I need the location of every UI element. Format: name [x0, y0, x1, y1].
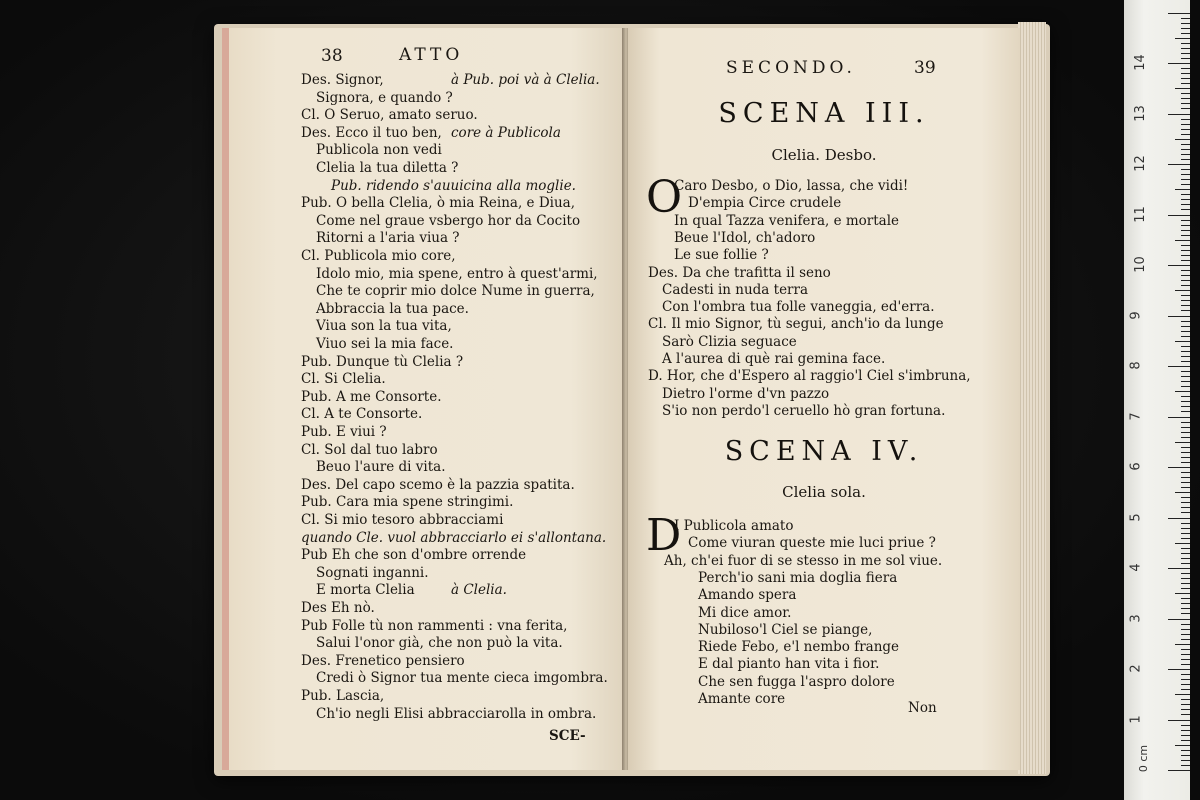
left-text-line: Cl. A te Consorte.	[301, 406, 423, 423]
scene-3-text-line: Des. Da che trafitta il seno	[648, 264, 831, 281]
ruler-tick	[1181, 639, 1190, 640]
left-text-line: Pub. O bella Clelia, ò mia Reina, e Diua,	[301, 195, 576, 212]
ruler-label: 13	[1132, 104, 1148, 122]
ruler-tick	[1181, 427, 1190, 428]
left-text-line: Pub. Cara mia spene stringimi.	[301, 494, 514, 511]
ruler-tick	[1181, 103, 1190, 104]
ruler-tick	[1181, 169, 1190, 170]
left-text-line: Publicola non vedi	[316, 142, 442, 159]
ruler-label: 12	[1132, 155, 1148, 172]
ruler-tick	[1181, 760, 1190, 761]
left-text-line: Sognati inganni.	[316, 564, 429, 581]
ruler-tick	[1181, 300, 1190, 301]
ruler-tick	[1181, 83, 1190, 84]
stage-direction: à Pub. poi và à Clelia.	[451, 72, 600, 88]
ruler-label: 4	[1128, 563, 1144, 572]
ruler-tick	[1181, 194, 1190, 195]
left-text-line: Abbraccia la tua pace.	[316, 300, 469, 317]
ruler-tick	[1181, 482, 1190, 483]
ruler-tick	[1181, 250, 1190, 251]
ruler-tick	[1181, 684, 1190, 685]
ruler-tick	[1181, 654, 1190, 655]
ruler-tick	[1181, 730, 1190, 731]
ruler-tick	[1181, 285, 1190, 286]
ruler-tick	[1181, 624, 1190, 625]
ruler-tick	[1181, 154, 1190, 155]
left-text-line: Pub. Lascia,	[301, 688, 385, 704]
ruler-tick	[1181, 512, 1190, 513]
ruler-tick	[1181, 558, 1190, 559]
left-text-line: Des. Ecco il tuo ben,	[301, 124, 442, 141]
scene-4-text-line: Amando spera	[698, 587, 797, 604]
ruler-tick	[1181, 351, 1190, 352]
page-number-left: 38	[321, 46, 343, 66]
ruler-tick	[1168, 366, 1190, 367]
ruler-tick	[1175, 341, 1190, 342]
ruler-tick	[1181, 129, 1190, 130]
ruler-tick	[1168, 316, 1190, 317]
ruler-tick	[1181, 361, 1190, 362]
ruler-tick	[1181, 533, 1190, 534]
scene-3-dropcap: O	[646, 172, 683, 223]
left-text-line: Viua son la tua vita,	[316, 318, 452, 335]
ruler-tick	[1181, 326, 1190, 327]
ruler-tick	[1181, 674, 1190, 675]
ruler-tick	[1168, 265, 1190, 266]
ruler-tick	[1181, 144, 1190, 145]
ruler-tick	[1168, 568, 1190, 569]
scene-3-text-line: D'empia Circe crudele	[688, 195, 842, 212]
left-text-line: Idolo mio, mia spene, entro à quest'armi,	[316, 265, 598, 282]
left-text-line: Beuo l'aure di vita.	[316, 459, 446, 476]
ruler-tick	[1181, 401, 1190, 402]
running-head-right: SECONDO.	[726, 58, 856, 78]
scene-4-text-line: Ah, ch'ei fuor di se stesso in me sol viue.	[664, 552, 943, 569]
ruler-tick	[1181, 381, 1190, 382]
ruler-label: 14	[1132, 54, 1148, 71]
ruler-tick	[1181, 108, 1190, 109]
ruler-label: 9	[1128, 310, 1144, 320]
ruler-tick	[1181, 629, 1190, 630]
ruler-tick	[1175, 593, 1190, 594]
ruler-tick	[1181, 255, 1190, 256]
ruler-tick	[1181, 709, 1190, 710]
ruler-tick	[1181, 23, 1190, 24]
ruler-tick	[1181, 124, 1190, 125]
scene-3-text-line: Le sue follie ?	[674, 247, 769, 264]
ruler-tick	[1181, 659, 1190, 660]
ruler-tick	[1168, 619, 1190, 620]
left-text-line: Des Eh nò.	[301, 600, 375, 616]
ruler-tick	[1168, 114, 1190, 115]
ruler-tick	[1175, 492, 1190, 493]
ruler-tick	[1168, 13, 1190, 14]
ruler-tick	[1181, 477, 1190, 478]
left-text-line: Ritorni a l'aria viua ?	[316, 230, 460, 247]
scene-3-characters: Clelia. Desbo.	[771, 146, 877, 164]
ruler-tick	[1181, 235, 1190, 236]
ruler-tick	[1181, 765, 1190, 766]
ruler-tick	[1181, 260, 1190, 261]
ruler-tick	[1181, 204, 1190, 205]
ruler-tick	[1181, 356, 1190, 357]
right-page	[628, 28, 1020, 770]
left-text-line: Pub. E viui ?	[301, 424, 387, 440]
ruler-tick	[1181, 613, 1190, 614]
ruler-tick	[1181, 406, 1190, 407]
scene-3-text-line: A l'aurea di què rai gemina face.	[662, 351, 886, 367]
ruler-tick	[1181, 321, 1190, 322]
left-text-line: Come nel graue vsbergo hor da Cocito	[316, 212, 581, 229]
ruler-tick	[1181, 563, 1190, 564]
ruler-tick	[1181, 755, 1190, 756]
ruler-tick	[1181, 528, 1190, 529]
left-text-line: Salui l'onor già, che non può la vita.	[316, 635, 563, 652]
ruler-tick	[1181, 679, 1190, 680]
ruler-tick	[1181, 149, 1190, 150]
ruler-tick	[1181, 386, 1190, 387]
scene-4-dropcap: D	[646, 510, 682, 561]
scene-4-text-line: Riede Febo, e'l nembo frange	[698, 639, 900, 656]
ruler-tick	[1168, 417, 1190, 418]
ruler-tick	[1181, 199, 1190, 200]
ruler-tick	[1181, 523, 1190, 524]
scene-4-text-line: E dal pianto han vita i fior.	[698, 656, 880, 673]
ruler-tick	[1168, 63, 1190, 64]
book-fore-edge	[1018, 22, 1046, 774]
ruler-tick	[1175, 391, 1190, 392]
ruler-tick	[1181, 28, 1190, 29]
left-text-line: Des. Del capo scemo è la pazzia spatita.	[301, 476, 575, 493]
ruler-label: 10	[1132, 256, 1148, 273]
ruler-label: 2	[1128, 664, 1144, 673]
scene-3-text-line: Con l'ombra tua folle vaneggia, ed'erra.	[662, 299, 935, 316]
ruler-tick	[1175, 139, 1190, 140]
ruler-tick	[1168, 770, 1190, 771]
left-text-line: Des. Frenetico pensiero	[301, 652, 465, 669]
ruler-tick	[1181, 230, 1190, 231]
scene-4-title: SCENA IV.	[724, 436, 924, 467]
ruler-tick	[1175, 745, 1190, 746]
ruler-tick	[1181, 598, 1190, 599]
left-text-line: Des. Signor,	[301, 72, 384, 88]
ruler-tick	[1181, 73, 1190, 74]
ruler-tick	[1181, 583, 1190, 584]
ruler-tick	[1181, 346, 1190, 347]
scene-4-text-line: I Publicola amato	[674, 518, 794, 534]
left-text-line: Pub. Dunque tù Clelia ?	[301, 353, 464, 370]
ruler-tick	[1181, 33, 1190, 34]
ruler-tick	[1181, 159, 1190, 160]
ruler-tick	[1181, 280, 1190, 281]
ruler-tick	[1175, 88, 1190, 89]
scene-3-text-line: Dietro l'orme d'vn pazzo	[662, 385, 830, 402]
ruler-tick	[1175, 442, 1190, 443]
scene-3-text-line: Sarò Clizia seguace	[662, 333, 797, 350]
ruler-tick	[1175, 240, 1190, 241]
ruler-tick	[1181, 78, 1190, 79]
ruler-unit: 0 cm	[1137, 744, 1151, 773]
ruler-tick	[1181, 457, 1190, 458]
scene-3-text-line: D. Hor, che d'Espero al raggio'l Ciel s'imbruna,	[648, 368, 971, 385]
left-text-line: Viuo sei la mia face.	[316, 336, 454, 352]
left-text-line: Ch'io negli Elisi abbracciarolla in ombra.	[316, 705, 597, 722]
ruler-tick	[1181, 225, 1190, 226]
scene-3-text-line: Cadesti in nuda terra	[662, 281, 809, 298]
ruler-label: 6	[1128, 462, 1144, 471]
scene-4-characters: Clelia sola.	[782, 483, 866, 501]
ruler-tick	[1181, 184, 1190, 185]
ruler-tick	[1181, 295, 1190, 296]
stage-direction: à Clelia.	[451, 582, 507, 599]
ruler-tick	[1181, 422, 1190, 423]
ruler-tick	[1181, 336, 1190, 337]
scene-4-text-line: Come viuran queste mie luci priue ?	[688, 535, 936, 552]
scene-4-text-line: Amante core	[698, 691, 786, 707]
left-text-line: Cl. Sol dal tuo labro	[301, 441, 438, 458]
left-text-line: Signora, e quando ?	[316, 89, 453, 106]
measuring-ruler	[1124, 0, 1190, 800]
ruler-label: 3	[1128, 613, 1144, 623]
ruler-tick	[1181, 134, 1190, 135]
scene-3-title: SCENA III.	[718, 98, 930, 129]
ruler-tick	[1168, 215, 1190, 216]
ruler-tick	[1181, 548, 1190, 549]
ruler-tick	[1181, 331, 1190, 332]
ruler-tick	[1168, 720, 1190, 721]
ruler-tick	[1181, 649, 1190, 650]
left-text-line: Pub Eh che son d'ombre orrende	[301, 547, 527, 564]
ruler-tick	[1181, 209, 1190, 210]
ruler-tick	[1181, 432, 1190, 433]
ruler-tick	[1181, 18, 1190, 19]
ruler-tick	[1181, 53, 1190, 54]
ruler-tick	[1181, 603, 1190, 604]
scene-4-text-line: Perch'io sani mia doglia fiera	[698, 569, 898, 586]
catchword-right: Non	[908, 700, 937, 716]
ruler-tick	[1181, 220, 1190, 221]
ruler-tick	[1181, 58, 1190, 59]
ruler-tick	[1181, 553, 1190, 554]
left-text-line: Pub. A me Consorte.	[301, 388, 442, 405]
ruler-tick	[1181, 578, 1190, 579]
left-text-line: Cl. O Seruo, amato seruo.	[301, 107, 478, 124]
ruler-tick	[1181, 174, 1190, 175]
ruler-tick	[1175, 644, 1190, 645]
ruler-tick	[1181, 699, 1190, 700]
ruler-tick	[1181, 98, 1190, 99]
ruler-tick	[1181, 750, 1190, 751]
ruler-tick	[1181, 740, 1190, 741]
running-head-left: ATTO	[399, 45, 464, 65]
ruler-tick	[1175, 38, 1190, 39]
ruler-tick	[1168, 467, 1190, 468]
ruler-label: 5	[1128, 512, 1144, 522]
ruler-tick	[1181, 305, 1190, 306]
ruler-tick	[1181, 735, 1190, 736]
scene-3-text-line: Cl. Il mio Signor, tù segui, anch'io da lunge	[648, 316, 944, 333]
ruler-tick	[1181, 447, 1190, 448]
ruler-tick	[1181, 497, 1190, 498]
ruler-tick	[1181, 371, 1190, 372]
scene-4-text-line: Mi dice amor.	[698, 604, 792, 621]
stage-direction: core à Publicola	[451, 124, 561, 141]
scene-3-text-line: Beue l'Idol, ch'adoro	[674, 229, 816, 246]
ruler-tick	[1168, 518, 1190, 519]
ruler-tick	[1181, 689, 1190, 690]
ruler-tick	[1181, 376, 1190, 377]
ruler-tick	[1181, 68, 1190, 69]
ruler-tick	[1181, 704, 1190, 705]
left-text-line: Clelia la tua diletta ?	[316, 160, 459, 176]
ruler-tick	[1181, 43, 1190, 44]
ruler-tick	[1181, 462, 1190, 463]
ruler-tick	[1181, 437, 1190, 438]
left-text-line: Che te coprir mio dolce Nume in guerra,	[316, 283, 595, 300]
ruler-tick	[1181, 573, 1190, 574]
ruler-tick	[1181, 664, 1190, 665]
ruler-tick	[1181, 93, 1190, 94]
left-text-line: E morta Clelia	[316, 582, 415, 599]
ruler-tick	[1181, 502, 1190, 503]
left-text-line: Cl. Si mio tesoro abbracciami	[301, 512, 504, 528]
ruler-tick	[1181, 48, 1190, 49]
ruler-tick	[1175, 694, 1190, 695]
ruler-tick	[1175, 189, 1190, 190]
catchword-left: SCE-	[549, 728, 586, 744]
ruler-label: 11	[1132, 205, 1148, 223]
page-number-right: 39	[914, 58, 936, 78]
ruler-tick	[1181, 608, 1190, 609]
scene-4-text-line: Nubiloso'l Ciel se piange,	[698, 621, 873, 638]
ruler-label: 7	[1128, 411, 1144, 421]
ruler-tick	[1168, 164, 1190, 165]
ruler-tick	[1181, 275, 1190, 276]
ruler-tick	[1181, 396, 1190, 397]
ruler-tick	[1181, 452, 1190, 453]
ruler-tick	[1181, 245, 1190, 246]
left-text-line: Pub Folle tù non rammenti : vna ferita,	[301, 617, 568, 634]
ruler-tick	[1181, 538, 1190, 539]
left-text-line: Cl. Publicola mio core,	[301, 248, 456, 264]
ruler-tick	[1181, 507, 1190, 508]
ruler-tick	[1181, 411, 1190, 412]
ruler-tick	[1175, 543, 1190, 544]
left-text-line: Credi ò Signor tua mente cieca imgombra.	[316, 670, 608, 687]
left-page	[222, 28, 631, 770]
ruler-tick	[1181, 310, 1190, 311]
ruler-tick	[1181, 472, 1190, 473]
ruler-tick	[1181, 714, 1190, 715]
ruler-tick	[1181, 270, 1190, 271]
ruler-label: 1	[1128, 714, 1144, 724]
ruler-label: 8	[1128, 361, 1144, 370]
ruler-tick	[1168, 669, 1190, 670]
left-text-line: Cl. Si Clelia.	[301, 371, 386, 388]
left-text-line: Pub. ridendo s'auuicina alla moglie.	[331, 177, 576, 194]
ruler-tick	[1181, 634, 1190, 635]
scene-3-text-line: S'io non perdo'l ceruello hò gran fortuna.	[662, 402, 946, 419]
scene-3-text-line: In qual Tazza venifera, e mortale	[674, 212, 900, 229]
left-text-line: quando Cle. vuol abbracciarlo ei s'allontana.	[301, 529, 607, 546]
scene-4-text-line: Che sen fugga l'aspro dolore	[698, 673, 895, 690]
scene-3-text-line: Caro Desbo, o Dio, lassa, che vidi!	[674, 178, 909, 194]
ruler-tick	[1181, 487, 1190, 488]
ruler-tick	[1181, 588, 1190, 589]
ruler-tick	[1181, 725, 1190, 726]
ruler-tick	[1175, 290, 1190, 291]
ruler-tick	[1181, 119, 1190, 120]
ruler-tick	[1181, 179, 1190, 180]
